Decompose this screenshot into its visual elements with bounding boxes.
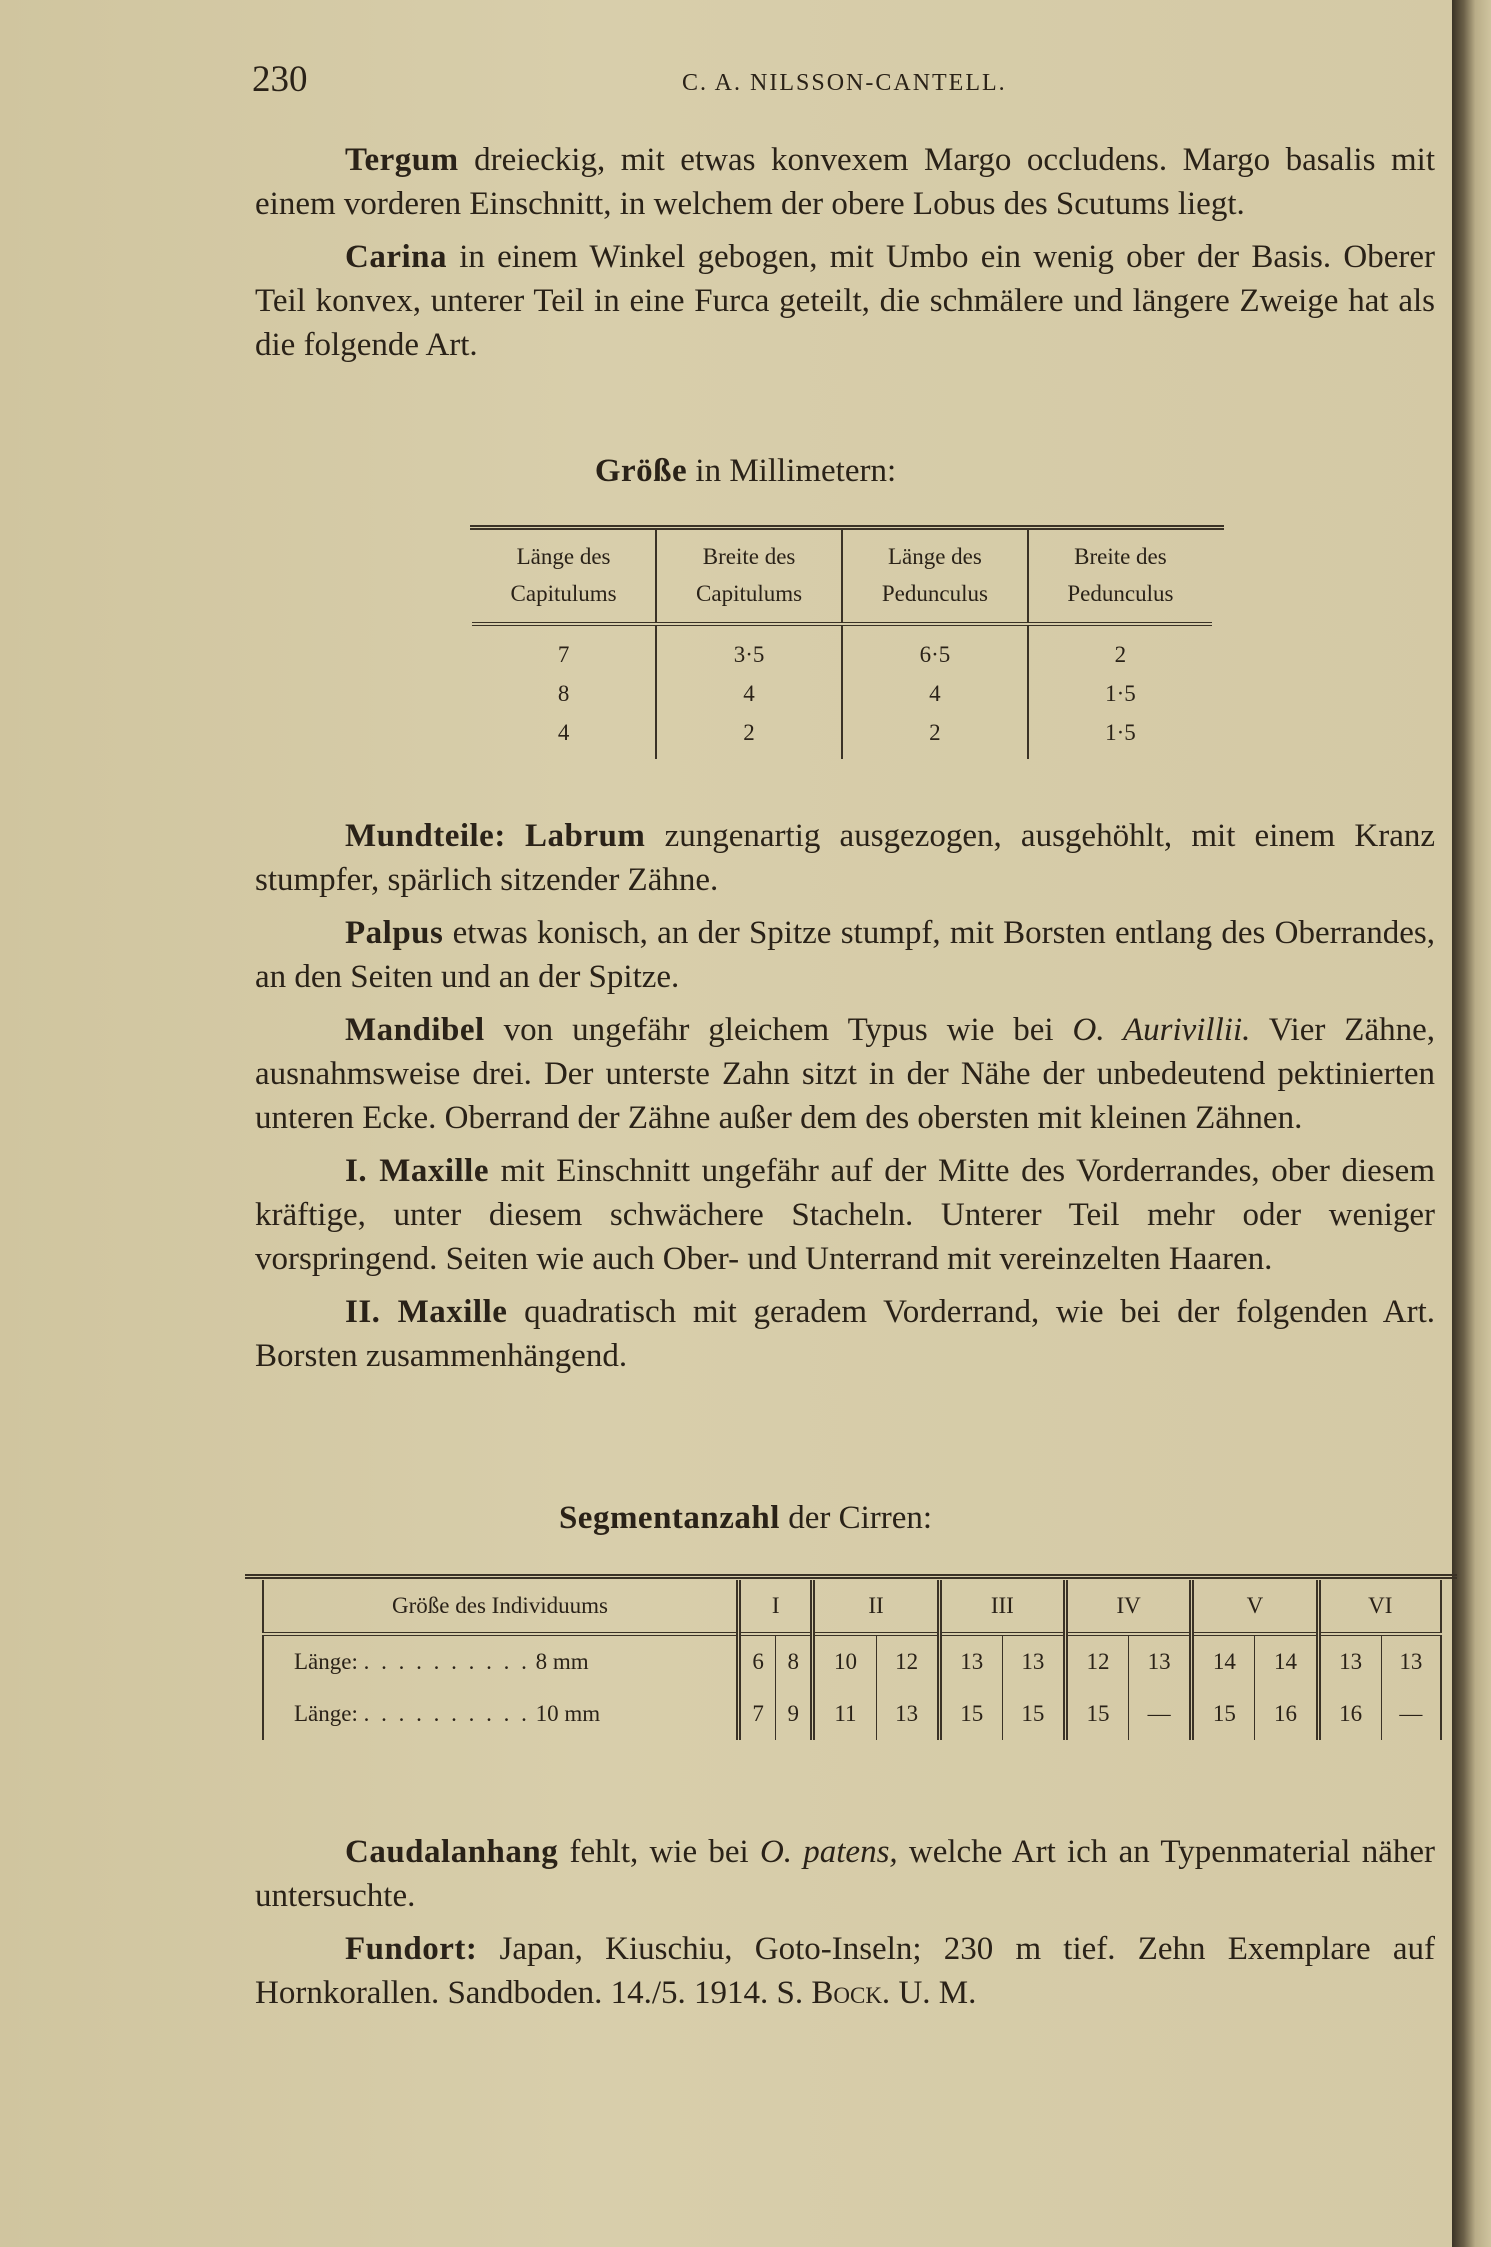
term-palpus: Palpus bbox=[345, 915, 444, 951]
table-cell: 13 bbox=[939, 1634, 1002, 1688]
term-labrum: Labrum bbox=[525, 818, 646, 854]
table-cell: 7 bbox=[557, 642, 570, 667]
table2-caption bbox=[0, 1500, 1491, 1537]
table-cell: 13 bbox=[1002, 1634, 1065, 1688]
species-name: O. Aurivillii. bbox=[1072, 1012, 1251, 1048]
table-cell: 13 bbox=[1129, 1634, 1192, 1688]
table-cell: 2 bbox=[1028, 624, 1212, 674]
paragraph-carina bbox=[255, 235, 1435, 367]
table-cell: 3·5 bbox=[656, 624, 842, 674]
table-cell: 13 bbox=[876, 1688, 939, 1740]
paragraph-text: in einem Winkel gebogen, mit Umbo ein wenig ober der Basis. Oberer Teil konvex, unterer Teil in eine Furca geteilt, die schmälere und längere Zweige hat als die folgende Art. bbox=[255, 239, 1435, 363]
col-header-capitulum-length: Länge des Capitulums bbox=[472, 530, 656, 624]
paragraph-maxille-2 bbox=[255, 1290, 1435, 1378]
paragraph-fundort bbox=[255, 1927, 1435, 2015]
table-header-row bbox=[472, 530, 1212, 624]
col-header-cirrus-4: IV bbox=[1065, 1580, 1191, 1634]
table-cell: 1·5 bbox=[1028, 674, 1212, 713]
col-header-cirrus-6: VI bbox=[1318, 1580, 1441, 1634]
table2-top-rule bbox=[245, 1574, 1457, 1579]
row-label: Länge: . . . . . . . . . . 8 mm bbox=[263, 1634, 739, 1688]
table-cell: 14 bbox=[1255, 1634, 1318, 1688]
table-cell: 16 bbox=[1318, 1688, 1381, 1740]
term-mundteile: Mundteile: bbox=[345, 818, 506, 854]
term-maxille-1: I. Maxille bbox=[345, 1153, 489, 1189]
table-cell: 6 bbox=[739, 1634, 776, 1688]
page-number: 230 bbox=[252, 59, 308, 100]
paragraph-mandibel bbox=[255, 1008, 1435, 1140]
table-size-mm bbox=[472, 530, 1212, 759]
table-cell: 15 bbox=[1002, 1688, 1065, 1740]
paragraph-text: dreieckig, mit etwas konvexem Margo occludens. Margo basalis mit einem vorderen Einschnitt, in welchem der obere Lobus des Scutums liegt. bbox=[255, 142, 1435, 222]
table-cell: 16 bbox=[1255, 1688, 1318, 1740]
paragraph-text: Japan, Kiuschiu, Goto-Inseln; 230 m tief. Zehn Exemplare auf Hornkorallen. Sandboden. 14./5. 1914. S. bbox=[255, 1931, 1435, 2011]
paragraph-maxille-1 bbox=[255, 1149, 1435, 1281]
paragraph-text: etwas konisch, an der Spitze stumpf, mit Borsten entlang des Oberrandes, an den Seiten und an der Spitze. bbox=[255, 915, 1435, 995]
caption-rest: der Cirren: bbox=[779, 1500, 933, 1536]
table-cell: 13 bbox=[1318, 1634, 1381, 1688]
table-cell: 11 bbox=[813, 1688, 876, 1740]
book-spine-shadow bbox=[1452, 0, 1491, 2247]
paragraph-mundteile bbox=[255, 814, 1435, 902]
running-author: C. A. NILSSON-CANTELL. bbox=[682, 70, 1007, 96]
paragraph-text: mit Einschnitt ungefähr auf der Mitte des Vorderrandes, ober diesem kräftige, unter diesem schwächere Stacheln. Unterer Teil mehr oder weniger vorspringend. Seiten wie auch Ober- und Unterrand mit vereinzelten Haaren. bbox=[255, 1153, 1435, 1277]
col-header-cirrus-5: V bbox=[1192, 1580, 1318, 1634]
table-cell: 6·5 bbox=[842, 624, 1028, 674]
table-cell: 14 bbox=[1192, 1634, 1255, 1688]
table-cell: 8 bbox=[557, 681, 570, 706]
table-cell: 4 bbox=[842, 674, 1028, 713]
paragraph-text: von ungefähr gleichem Typus wie bei bbox=[484, 1012, 1073, 1048]
text-block-bottom bbox=[255, 1830, 1435, 2024]
caption-term: Segmentanzahl bbox=[558, 1500, 780, 1536]
col-header-individual-size: Größe des Individuums bbox=[263, 1580, 739, 1634]
term-tergum: Tergum bbox=[345, 142, 459, 178]
text-block-middle bbox=[255, 814, 1435, 1387]
term-maxille-2: II. Maxille bbox=[345, 1294, 508, 1330]
table-cell: 15 bbox=[939, 1688, 1002, 1740]
table-cell: 7 bbox=[739, 1688, 776, 1740]
table-row bbox=[472, 624, 1212, 674]
caption-term: Größe bbox=[594, 453, 688, 489]
table-cell: 2 bbox=[842, 713, 1028, 759]
table-row bbox=[472, 674, 1212, 713]
text-block-top bbox=[255, 138, 1435, 376]
paragraph-tergum bbox=[255, 138, 1435, 226]
table1-caption bbox=[0, 453, 1491, 490]
paragraph-text: U. M. bbox=[890, 1975, 977, 2011]
table-cell: 10 bbox=[813, 1634, 876, 1688]
table-cell: — bbox=[1381, 1688, 1441, 1740]
table-cell: 1·5 bbox=[1028, 713, 1212, 759]
term-carina: Carina bbox=[345, 239, 447, 275]
paragraph-text: Vier Zähne, ausnahmsweise drei. Der unterste Zahn sitzt in der Nähe der unbedeutend pektinierten unteren Ecke. Oberrand der Zähne außer dem des obersten mit kleinen Zähnen. bbox=[255, 1012, 1435, 1136]
col-header-cirrus-1: I bbox=[739, 1580, 813, 1634]
term-caudalanhang: Caudalanhang bbox=[345, 1834, 559, 1870]
col-header-cirrus-2: II bbox=[813, 1580, 939, 1634]
table-row bbox=[263, 1634, 1441, 1688]
table-cell: 8 bbox=[776, 1634, 813, 1688]
paragraph-text: welche Art ich an Typenmaterial näher untersuchte. bbox=[255, 1834, 1435, 1914]
paragraph-text: fehlt, wie bei bbox=[558, 1834, 760, 1870]
running-head bbox=[252, 58, 1441, 108]
col-header-peduncle-length: Länge des Pedunculus bbox=[842, 530, 1028, 624]
paragraph-text: zungenartig ausgezogen, ausgehöhlt, mit einem Kranz stumpfer, spärlich sitzender Zähne. bbox=[255, 818, 1436, 898]
paragraph-text: quadratisch mit geradem Vorderrand, wie bei der folgenden Art. Borsten zusammenhängend. bbox=[255, 1294, 1436, 1374]
table-cirri-segments bbox=[262, 1580, 1442, 1740]
table-cell: 12 bbox=[1065, 1634, 1128, 1688]
table-cell: 2 bbox=[656, 713, 842, 759]
table-row bbox=[472, 713, 1212, 759]
table-cell: — bbox=[1129, 1688, 1192, 1740]
species-name: O. patens, bbox=[759, 1834, 898, 1870]
table-header-row bbox=[263, 1580, 1441, 1634]
col-header-cirrus-3: III bbox=[939, 1580, 1065, 1634]
paragraph-palpus bbox=[255, 911, 1435, 999]
table-cell: 15 bbox=[1065, 1688, 1128, 1740]
table-cell: 4 bbox=[557, 720, 570, 745]
table-cell: 9 bbox=[776, 1688, 813, 1740]
paragraph-caudalanhang bbox=[255, 1830, 1435, 1918]
table-row bbox=[263, 1688, 1441, 1740]
term-fundort: Fundort: bbox=[345, 1931, 478, 1967]
table-cell: 4 bbox=[656, 674, 842, 713]
col-header-peduncle-width: Breite des Pedunculus bbox=[1028, 530, 1212, 624]
table-cell: 15 bbox=[1192, 1688, 1255, 1740]
row-label: Länge: . . . . . . . . . . 10 mm bbox=[263, 1688, 739, 1740]
col-header-capitulum-width: Breite des Capitulums bbox=[656, 530, 842, 624]
caption-rest: in Millimetern: bbox=[687, 453, 897, 489]
term-mandibel: Mandibel bbox=[345, 1012, 485, 1048]
collector-name: Bock. bbox=[811, 1975, 891, 2011]
table-cell: 13 bbox=[1381, 1634, 1441, 1688]
table-cell: 12 bbox=[876, 1634, 939, 1688]
